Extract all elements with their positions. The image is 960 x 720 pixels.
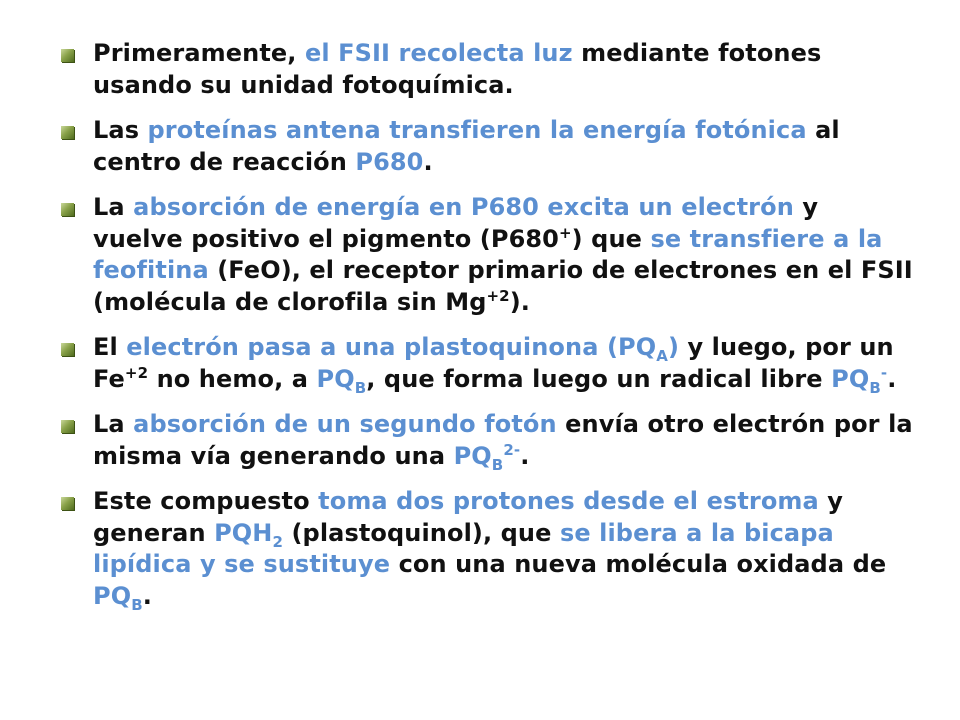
- square-bullet-icon: [61, 497, 74, 510]
- bullet-item: [55, 332, 915, 395]
- superscript: +2: [486, 286, 510, 305]
- text-segment: El: [93, 333, 127, 361]
- square-bullet-icon: [61, 203, 74, 216]
- text-segment: .: [142, 581, 152, 610]
- text-segment: Las: [93, 116, 148, 144]
- highlighted-text-segment: se libera a la bicapa lipídica y se sustituye: [93, 518, 834, 578]
- superscript: -: [880, 363, 888, 382]
- text-segment: La: [93, 193, 134, 221]
- bullet-text: [93, 333, 897, 397]
- highlighted-text-segment: PQH: [214, 518, 273, 547]
- text-segment: .: [423, 147, 433, 176]
- text-segment: (FeO), el receptor primario de electrones en el FSII (molécula de clorofila sin Mg: [93, 256, 913, 316]
- highlighted-text-segment: PQ: [93, 581, 132, 610]
- subscript: B: [491, 455, 504, 474]
- text-segment: y luego, por un Fe: [93, 333, 894, 393]
- text-segment: La: [93, 410, 134, 438]
- highlighted-text-segment: PQ: [831, 364, 870, 393]
- highlighted-text-segment: electrón pasa a una plastoquinona (PQ: [126, 333, 657, 361]
- text-segment: con una nueva molécula oxidada de: [390, 550, 887, 578]
- text-segment: Primeramente,: [93, 39, 305, 67]
- bullet-item: [55, 192, 915, 318]
- superscript: +2: [124, 363, 149, 382]
- text-segment: envía otro electrón por la misma vía generando una: [93, 410, 913, 470]
- highlighted-text-segment: el FSII recolecta luz: [304, 39, 573, 67]
- text-segment: y vuelve positivo el pigmento (P680: [93, 193, 819, 253]
- highlighted-text-segment: PQ: [316, 364, 355, 393]
- text-segment: ) que: [571, 224, 651, 253]
- square-bullet-icon: [61, 49, 74, 62]
- highlighted-text-segment: toma dos protones desde el estroma: [318, 487, 819, 515]
- highlighted-text-segment: P680: [355, 147, 424, 176]
- bullet-item: [55, 38, 915, 101]
- subscript: B: [131, 595, 143, 614]
- square-bullet-icon: [61, 126, 74, 139]
- text-segment: Este compuesto: [93, 487, 319, 515]
- subscript: A: [656, 346, 668, 365]
- bullet-text: [93, 116, 840, 176]
- bullet-text: [93, 193, 913, 316]
- bullet-text: [93, 487, 887, 614]
- bullet-item: [55, 409, 915, 472]
- highlighted-text-segment: absorción de un segundo fotón: [133, 410, 557, 438]
- bullet-list: [55, 38, 915, 626]
- text-segment: , que forma luego un radical libre: [366, 364, 832, 393]
- text-segment: y generan: [93, 487, 844, 547]
- highlighted-text-segment: ): [667, 333, 680, 361]
- bullet-item: [55, 115, 915, 178]
- subscript: B: [869, 378, 881, 397]
- subscript: 2: [272, 532, 284, 551]
- text-segment: ).: [509, 287, 531, 316]
- highlighted-text-segment: proteínas antena transfieren la energía fotónica: [147, 116, 807, 144]
- text-segment: mediante fotones usando su unidad fotoquímica.: [93, 39, 822, 99]
- bullet-text: [93, 410, 913, 474]
- superscript: 2-: [503, 440, 521, 459]
- text-segment: .: [520, 441, 530, 470]
- text-segment: al centro de reacción: [93, 116, 840, 176]
- text-segment: (plastoquinol), que: [283, 518, 560, 547]
- bullet-text: [93, 39, 821, 99]
- square-bullet-icon: [61, 420, 74, 433]
- superscript: +: [558, 223, 572, 242]
- bullet-item: [55, 486, 915, 612]
- subscript: B: [354, 378, 367, 397]
- highlighted-text-segment: PQ: [453, 441, 492, 470]
- highlighted-text-segment: se transfiere a la feofitina: [93, 224, 883, 284]
- highlighted-text-segment: absorción de energía en P680 excita un electrón: [133, 193, 794, 221]
- square-bullet-icon: [61, 343, 74, 356]
- text-segment: .: [887, 364, 897, 393]
- text-segment: no hemo, a: [148, 364, 317, 393]
